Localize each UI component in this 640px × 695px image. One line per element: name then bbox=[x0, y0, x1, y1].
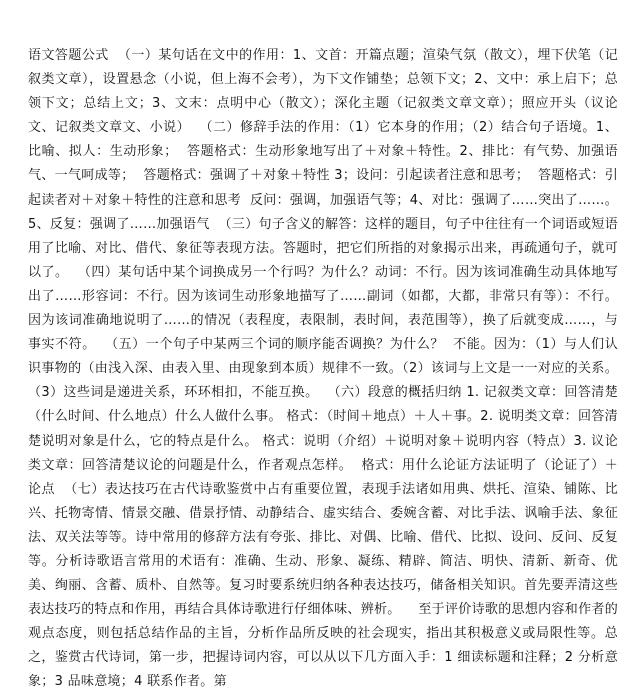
body-text: 语文答题公式 （一）某句话在文中的作用：1、文首：开篇点题；渲染气氛（散文），埋下伏笔（记叙类文章），设置悬念（小说，但上海不会考），为下文作铺垫；总领下文；2、文中：承上启下；总领下文；总结上文；3、文末：点明中心（散文）；深化主题（记叙类文章文章）；照应开头（议论文、记叙类文章文、小说） （二）修辞手法的作用：（1）它本身的作用；（2）结合句子语境。1、比喻、拟人：生动形象； 答题格式：生动形象地写出了＋对象＋特性。2、排比：有气势、加强语气、一气呵成等； 答题格式：强调了＋对象＋特性 3；设问：引起读者注意和思考； 答题格式：引起读者对＋对象＋特性的注意和思考 反问：强调，加强语气等；4、对比：强调了……突出了……。5、反复：强调了……加强语气 （三）句子含义的解答：这样的题目，句子中往往有一个词语或短语用了比喻、对比、借代、象征等表现方法。答题时，把它们所指的对象揭示出来，再疏通句子，就可以了。 （四）某句话中某个词换成另一个行吗？为什么？动词：不行。因为该词准确生动具体地写出了……形容词：不行。因为该词生动形象地描写了……副词（如都，大都，非常只有等）：不行。因为该词准确地说明了……的情况（表程度，表限制，表时间，表范围等），换了后就变成……，与事实不符。 （五）一个句子中某两三个词的顺序能否调换？为什么？ 不能。因为：（1）与人们认识事物的（由浅入深、由表入里、由现象到本质）规律不一致。（2）该词与上文是一一对应的关系。（3）这些词是递进关系，环环相扣，不能互换。 （六）段意的概括归纳 1. 记叙类文章：回答清楚（什么时间、什么地点）什么人做什么事。 格式：（时间＋地点）＋人＋事。2. 说明类文章：回答清楚说明对象是什么，它的特点是什么。 格式：说明（介绍）＋说明对象＋说明内容（特点）3. 议论类文章：回答清楚议论的问题是什么，作者观点怎样。 格式：用什么论证方法证明了（论证了）＋论点 （七）表达技巧在古代诗歌鉴赏中占有重要位置，表现手法诸如用典、烘托、渲染、铺陈、比兴、托物寄情、情景交融、借景抒情、动静结合、虚实结合、委婉含蓄、对比手法、讽喻手法、象征法、双关法等等。诗中常用的修辞方法有夸张、排比、对偶、比喻、借代、比拟、设问、反问、反复等。分析诗歌语言常用的术语有：准确、生动、形象、凝练、精辟、简洁、明快、清新、新奇、优美、绚丽、含蓄、质朴、自然等。复习时要系统归纳各种表达技巧，储备相关知识。首先要弄清这些表达技巧的特点和作用，再结合具体诗歌进行仔细体味、辨析。 至于评价诗歌的思想内容和作者的观点态度，则包括总结作品的主旨，分析作品所反映的社会现实，指出其积极意义或局限性等。总之，鉴赏古代诗词，第一步，把握诗词内容，可以从以下几方面入手：1 细读标题和注释；2 分析意象；3 品味意境；4 联系作者。第 bbox=[28, 48, 618, 690]
